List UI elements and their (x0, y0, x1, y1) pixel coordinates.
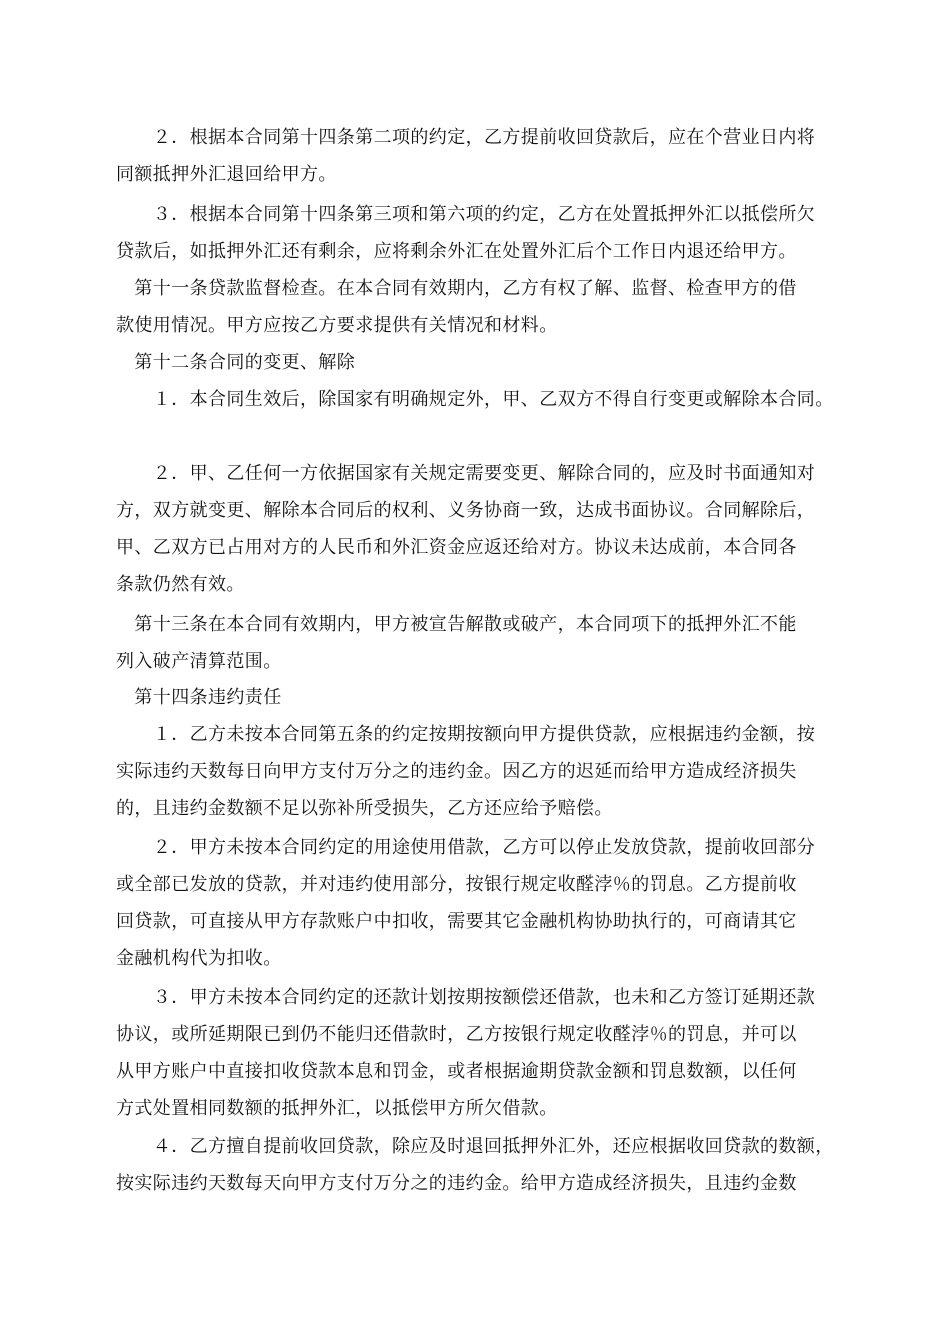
text-line: ３．甲方未按本合同约定的还款计划按期按额偿还借款，也未和乙方签订延期还款 (116, 987, 816, 1008)
text-line: ３．根据本合同第十四条第三项和第六项的约定，乙方在处置抵押外汇以抵偿所欠 (116, 204, 816, 225)
text-line: 实际违约天数每日向甲方支付万分之的违约金。因乙方的迟延而给甲方造成经济损失 (116, 761, 797, 782)
text-line: 第十三条在本合同有效期内，甲方被宣告解散或破产，本合同项下的抵押外汇不能 (116, 614, 797, 635)
text-line: ２．甲方未按本合同约定的用途使用借款，乙方可以停止发放贷款，提前收回部分 (116, 837, 816, 858)
text-line: 第十一条贷款监督检查。在本合同有效期内，乙方有权了解、监督、检查甲方的借 (116, 278, 797, 299)
text-line: 甲、乙双方已占用对方的人民币和外汇资金应返还给对方。协议未达成前，本合同各 (116, 537, 797, 558)
text-line: 协议，或所延期限已到仍不能归还借款时，乙方按银行规定收醛浡％的罚息，并可以 (116, 1024, 797, 1045)
text-line: 第十四条违约责任 (116, 687, 282, 708)
text-line: ２．根据本合同第十四条第二项的约定，乙方提前收回贷款后，应在个营业日内将 (116, 127, 816, 148)
text-line: 列入破产清算范围。 (116, 651, 282, 672)
text-line: 条款仍然有效。 (116, 574, 245, 595)
text-line: １．本合同生效后，除国家有明确规定外，甲、乙双方不得自行变更或解除本合同。 (116, 389, 834, 410)
text-line: 金融机构代为扣收。 (116, 948, 282, 969)
text-line: 贷款后，如抵押外汇还有剩余，应将剩余外汇在处置外汇后个工作日内退还给甲方。 (116, 241, 797, 262)
text-line: 方式处置相同数额的抵押外汇，以抵偿甲方所欠借款。 (116, 1098, 558, 1119)
text-line: 或全部已发放的贷款，并对违约使用部分，按银行规定收醛浡％的罚息。乙方提前收 (116, 874, 797, 895)
text-line: 按实际违约天数每天向甲方支付万分之的违约金。给甲方造成经济损失，且违约金数 (116, 1173, 797, 1194)
text-line: 方，双方就变更、解除本合同后的权利、义务协商一致，达成书面协议。合同解除后， (116, 500, 816, 521)
text-line: 第十二条合同的变更、解除 (116, 352, 356, 373)
text-line: １．乙方未按本合同第五条的约定按期按额向甲方提供贷款，应根据违约金额，按 (116, 724, 816, 745)
text-line: 款使用情况。甲方应按乙方要求提供有关情况和材料。 (116, 315, 558, 336)
text-line: 从甲方账户中直接扣收贷款本息和罚金，或者根据逾期贷款金额和罚息数额，以任何 (116, 1061, 797, 1082)
text-line: 的，且违约金数额不足以弥补所受损失，乙方还应给予赔偿。 (116, 798, 613, 819)
text-line: ４．乙方擅自提前收回贷款，除应及时退回抵押外汇外，还应根据收回贷款的数额， (116, 1136, 834, 1157)
text-line: ２．甲、乙任何一方依据国家有关规定需要变更、解除合同的，应及时书面通知对 (116, 463, 816, 484)
text-line: 回贷款，可直接从甲方存款账户中扣收，需要其它金融机构协助执行的，可商请其它 (116, 911, 797, 932)
text-line: 同额抵押外汇退回给甲方。 (116, 164, 337, 185)
